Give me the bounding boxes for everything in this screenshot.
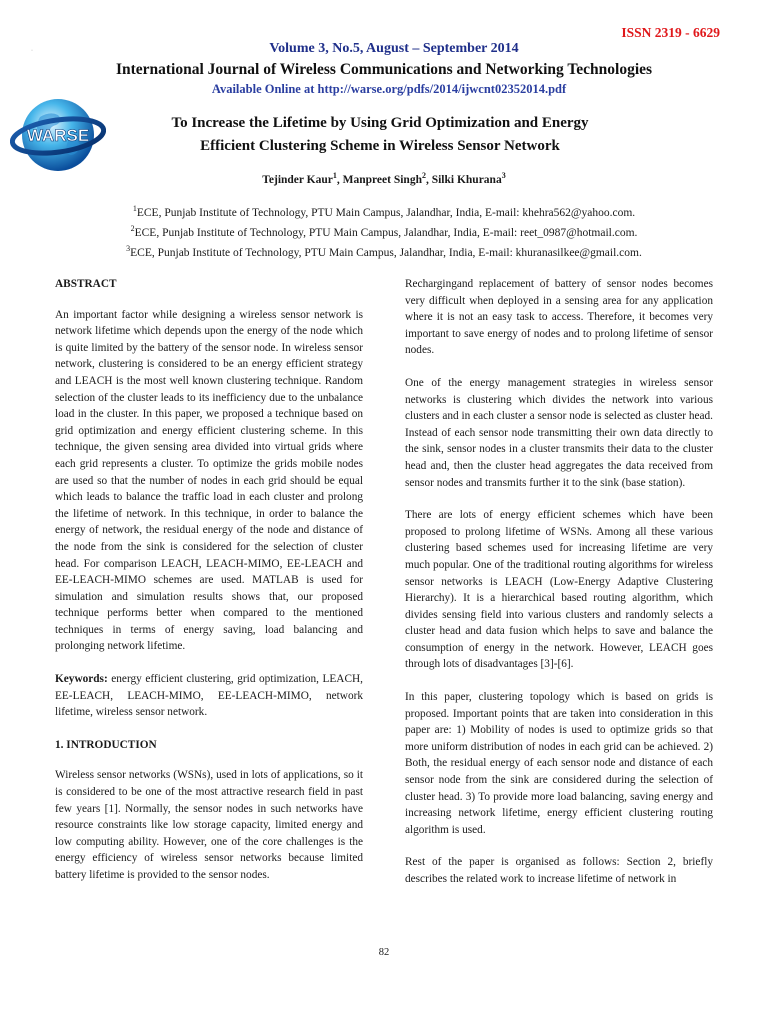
journal-title: International Journal of Wireless Communications and Networking Technologies	[115, 61, 653, 78]
abstract-text: An important factor while designing a wireless sensor network is network lifetime which depends upon the energy of the node which is quite limited by the battery of the sensor node. In wireless sensor network, clustering is considered to be an energy efficient strategy and LEACH is the most well known clustering technique. Random selection of the cluster leads to its inefficiency due to the unbalance load in the cluster. In this paper, we proposed a technique based on grid optimization and energy efficient clustering scheme. In this technique, the given sensing area divided into virtual grids where each grid represents a cluster. To optimize the grids mobile nodes are used so that the number of nodes in each grid should be equal which leads to balance the traffic load in each cluster and prolong the lifetime of network. In this technique, in order to balance the energy of network, the residual energy of the node and distance of the node from the sink is considered for the selection of cluster head. For comparison LEACH, LEACH-MIMO, EE-LEACH and EE-LEACH-MIMO schemes are used. MATLAB is used for simulation and simulation results shows that, our proposed technique performs better when compared to the mentioned techniques in terms of energy saving, load balancing and prolonging network lifetime.	[55, 308, 363, 653]
body-paragraph: There are lots of energy efficient schemes which have been proposed to prolong lifetime of WSNs. Among all these various clustering based schemes used for increasing lifetime are very much popular. One of the traditional routing algorithms for wireless sensor networks is LEACH (Low-Energy Adaptive Clustering Hierarchy). It is a hierarchical based routing algorithm, which divides sensing field into various clusters and randomly selects a cluster head and data fusion which helps to save and balance the consumption of energy in the network. However, LEACH goes through lots of disadvantages [3]-[6].	[405, 509, 713, 671]
left-column	[55, 276, 363, 900]
author-name: Silki Khurana	[431, 173, 502, 186]
journal-masthead	[0, 40, 768, 97]
author-superscript: 1	[332, 171, 337, 180]
body-paragraph: Rechargingand replacement of battery of sensor nodes becomes very difficult when deployed in a sensing area for any application where it is not an easy task to access. Therefore, it becomes very important to save energy of nodes and to prolong lifetime of sensor nodes.	[405, 278, 713, 357]
author-superscript: 3	[501, 171, 506, 180]
stray-mark: ·	[31, 48, 33, 54]
affiliation-superscript: 3	[126, 243, 131, 253]
keywords-label: Keywords:	[55, 673, 108, 686]
author-list: Tejinder Kaur$^1$, Manpreet Singh$^2$, Silki Khurana$^3$	[262, 171, 506, 186]
body-paragraph: Rest of the paper is organised as follows: Section 2, briefly describes the related work to increase lifetime of network in	[405, 856, 713, 885]
keywords-paragraph	[55, 671, 363, 721]
issn-label: ISSN 2319 - 6629	[621, 25, 720, 40]
right-column	[405, 276, 713, 904]
affiliation-text: ECE, Punjab Institute of Technology, PTU Main Campus, Jalandhar, India, E-mail: reet_0987@hotmail.com.	[134, 226, 638, 239]
affiliation-line	[0, 221, 768, 241]
affiliation-superscript: 2	[130, 223, 135, 233]
available-online-link[interactable]: Available Online at http://warse.org/pdfs/2014/ijwcnt02352014.pdf	[211, 82, 567, 96]
paper-title-line-1: To Increase the Lifetime by Using Grid Optimization and Energy	[171, 115, 589, 131]
affiliation-line	[0, 201, 768, 221]
introduction-heading: 1. INTRODUCTION	[55, 738, 157, 751]
keywords-text: energy efficient clustering, grid optimization, LEACH, EE-LEACH, LEACH-MIMO, EE-LEACH-MIMO, network lifetime, wireless sensor network.	[55, 673, 363, 719]
page-number: 82	[378, 947, 390, 958]
affiliation-text: ECE, Punjab Institute of Technology, PTU Main Campus, Jalandhar, India, E-mail: khuranasilkee@gmail.com.	[130, 246, 642, 259]
author-superscript: 2	[421, 171, 426, 180]
affiliation-superscript: 1	[132, 204, 137, 213]
body-paragraph: In this paper, clustering topology which is based on grids is proposed. Important points that are taken into consideration in this paper are: 1) Mobility of nodes is used to optimize grids so that more uniform distribution of nodes in each grid can be achieved. 2) Both, the residual energy of each sensor node and distance of each sensor node from the sink are considered during the selection of cluster head. 3) To provide more load balancing, saving energy and increasing network lifetime, energy efficient clustering routing algorithm is used.	[405, 691, 713, 836]
paper-title	[110, 112, 650, 158]
author-name: Tejinder Kaur	[262, 173, 333, 186]
affiliation-text: ECE, Punjab Institute of Technology, PTU Main Campus, Jalandhar, India, E-mail: khehra562@yahoo.com.	[136, 206, 636, 219]
affiliation-line	[0, 241, 768, 261]
abstract-heading: ABSTRACT	[55, 278, 117, 290]
logo-text: WARSE	[26, 126, 90, 145]
introduction-text: Wireless sensor networks (WSNs), used in lots of applications, so it is considered to be one of the most attractive research field in past few years [1]. Normally, the sensor nodes in such networks have resource constraints like low storage capacity, limited energy and low computing ability. However, one of the core challenges is the energy efficiency of wireless sensor networks because limited battery lifetime is provided to the sensor nodes.	[55, 769, 363, 881]
body-paragraph: One of the energy management strategies in wireless sensor networks is clustering which divides the network into various clusters and in each cluster a sensor node is selected as cluster head. Instead of each sensor node transmitting their own data directly to the sink, sensor nodes in a cluster transmits their data to the cluster head and, then the cluster head aggregates the data received from sensor nodes and transmits further it to the sink (base station).	[405, 376, 713, 489]
warse-globe-logo	[10, 93, 106, 177]
affiliations	[0, 201, 768, 260]
volume-line: Volume 3, No.5, August – September 2014	[269, 41, 519, 56]
author-name: Manpreet Singh	[342, 173, 422, 186]
paper-title-line-2: Efficient Clustering Scheme in Wireless Sensor Network	[200, 138, 560, 154]
